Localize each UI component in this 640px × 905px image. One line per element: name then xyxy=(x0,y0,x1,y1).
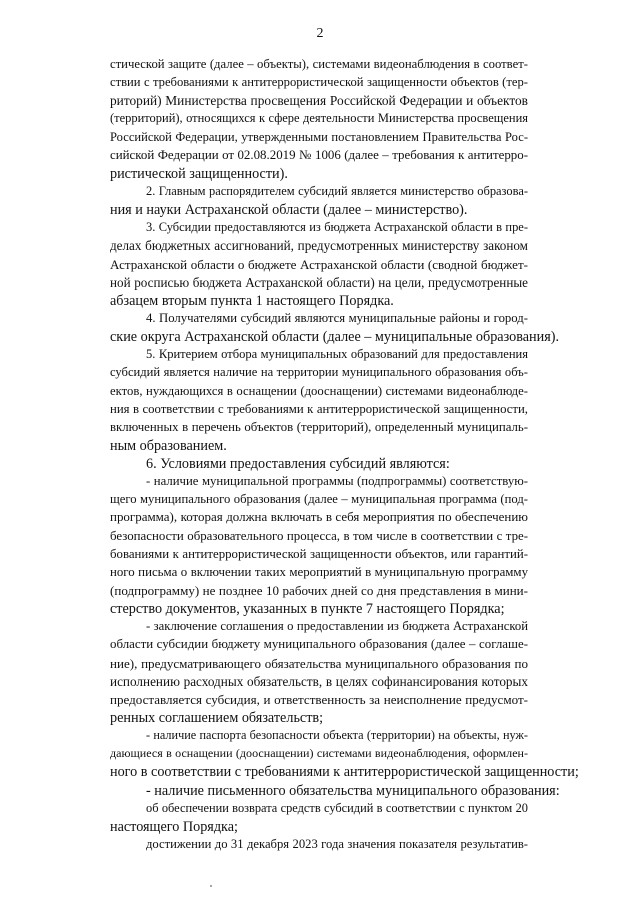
text-line: ния в соответствии с требованиями к антитеррористической защищенности, xyxy=(110,401,528,416)
text-line: дающиеся в оснащении (дооснащении) системами видеонаблюдения, оформлен- xyxy=(110,746,528,761)
text-line: - наличие муниципальной программы (подпрограммы) соответствую- xyxy=(146,474,528,489)
text-line: - наличие паспорта безопасности объекта (территории) на объекты, нуж- xyxy=(146,728,528,743)
page-number: 2 xyxy=(316,26,324,41)
text-line: ские округа Астраханской области (далее – муниципальные образования). xyxy=(110,329,560,346)
text-line: сийской Федерации от 02.08.2019 № 1006 (далее – требования к антитерро- xyxy=(110,146,528,162)
text-line: настоящего Порядка; xyxy=(110,818,238,835)
text-line: ствии с требованиями к антитеррористической защищенности объектов (тер- xyxy=(110,75,528,90)
text-line: ния и науки Астраханской области (далее – министерство). xyxy=(110,202,468,219)
text-line: - наличие письменного обязательства муниципального образования: xyxy=(146,782,560,799)
text-line: субсидий является наличие на территории муниципального образования объ- xyxy=(110,365,528,380)
text-line: стической защите (далее – объекты), системами видеонаблюдения в соответ- xyxy=(110,57,528,71)
text-line: ристической защищенности). xyxy=(110,165,288,182)
text-line: ренных соглашением обязательств; xyxy=(110,710,324,727)
text-line: Российской Федерации, утвержденными постановлением Правительства Рос- xyxy=(110,129,528,144)
text-line: - заключение соглашения о предоставлении из бюджета Астраханской xyxy=(146,619,528,634)
text-line: ной росписью бюджета Астраханской области) на цели, предусмотренные xyxy=(110,274,528,290)
text-line: бованиями к антитеррористической защищенности объектов, или гарантий- xyxy=(110,546,528,561)
text-line: исполнению расходных обязательств, в целях софинансирования которых xyxy=(110,673,528,689)
text-line: программа), которая должна включать в себя мероприятия по обеспечению xyxy=(110,509,528,525)
text-line: ного письма о включении таких мероприятий в муниципальную программу xyxy=(110,564,528,579)
text-line: включенных в перечень объектов (территорий), определенный муниципаль- xyxy=(110,419,528,434)
text-line: стерство документов, указанных в пункте 7 настоящего Порядка; xyxy=(110,601,505,618)
text-line: ного в соответствии с требованиями к антитеррористической защищенности; xyxy=(110,764,579,781)
text-line: ным образованием. xyxy=(110,437,227,454)
text-line: 4. Получателями субсидий являются муниципальные районы и город- xyxy=(146,310,528,325)
text-line: риторий) Министерства просвещения Российской Федерации и объектов xyxy=(110,93,528,109)
text-line: абзацем вторым пункта 1 настоящего Порядка. xyxy=(110,292,394,309)
text-line: 5. Критерием отбора муниципальных образований для предоставления xyxy=(146,347,528,362)
text-line: делах бюджетных ассигнований, предусмотренных министерству законом xyxy=(110,238,528,254)
text-line: предоставляется субсидия, и ответственность за неисполнение предусмот- xyxy=(110,691,528,707)
text-line: ние), предусматривающего обязательства муниципального образования по xyxy=(110,655,528,671)
text-line: безопасности образовательного процесса, в том числе в соответствии с тре- xyxy=(110,528,528,543)
text-line: (подпрограмму) не позднее 10 рабочих дней со дня представления в мини- xyxy=(110,583,528,599)
text-line: области субсидии бюджету муниципального образования (далее – соглаше- xyxy=(110,636,528,652)
text-line: об обеспечении возврата средств субсидий в соответствии с пунктом 20 xyxy=(146,800,528,815)
text-line: достижении до 31 декабря 2023 года значения показателя результатив- xyxy=(146,837,528,851)
text-line: 2. Главным распорядителем субсидий является министерство образова- xyxy=(146,183,528,198)
text-line: (территорий), относящихся к сфере деятельности Министерства просвещения xyxy=(110,111,528,126)
text-line: щего муниципального образования (далее – муниципальная программа (под- xyxy=(110,492,528,507)
text-line: Астраханской области о бюджете Астраханской области (сводной бюджет- xyxy=(110,256,528,272)
scan-speck xyxy=(210,885,212,887)
text-line: ектов, нуждающихся в оснащении (дооснащении) системами видеонаблюде- xyxy=(110,383,528,398)
text-line: 3. Субсидии предоставляются из бюджета Астраханской области в пре- xyxy=(146,220,528,235)
text-line: 6. Условиями предоставления субсидий являются: xyxy=(146,456,450,473)
